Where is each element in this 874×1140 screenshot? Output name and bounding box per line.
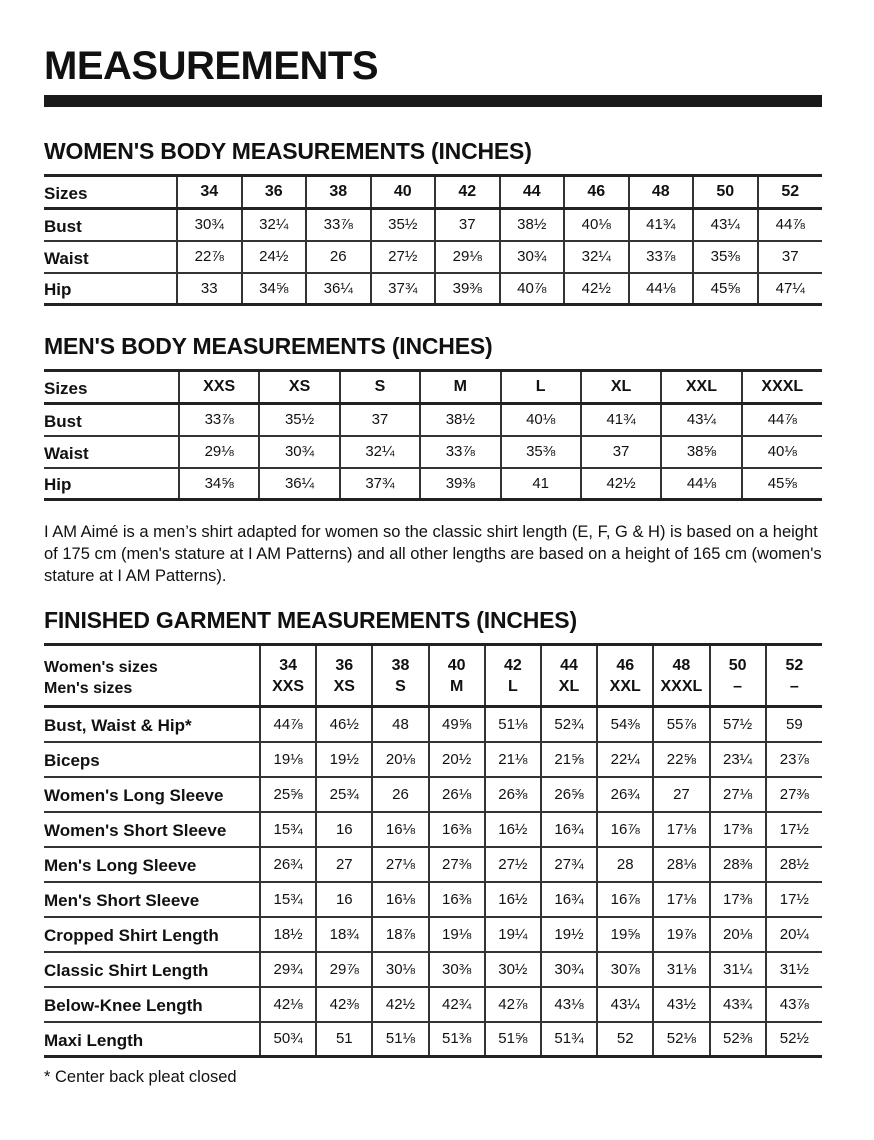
measurement-cell: 48 (372, 707, 428, 742)
measurement-cell: 41 (501, 468, 581, 500)
measurement-cell: 35⅜ (693, 241, 758, 273)
measurement-cell: 16⅛ (372, 882, 428, 917)
measurement-cell: 42⅛ (260, 987, 316, 1022)
measurement-cell: 26 (372, 777, 428, 812)
measurement-cell: 29⅞ (316, 952, 372, 987)
measurement-cell: 25¾ (316, 777, 372, 812)
mens-size: M (449, 677, 464, 695)
measurement-cell: 40⅛ (564, 209, 629, 241)
measurement-cell: 20⅛ (710, 917, 766, 952)
measurement-cell: 55⅞ (653, 707, 709, 742)
measurement-cell: 40⅛ (742, 436, 822, 468)
size-header (485, 645, 541, 707)
measurement-cell: 28½ (766, 847, 822, 882)
measurement-cell: 16 (316, 882, 372, 917)
measurement-cell: 23¼ (710, 742, 766, 777)
page-title: MEASUREMENTS (44, 44, 379, 88)
measurement-cell: 27⅛ (710, 777, 766, 812)
measurement-cell: 18¾ (316, 917, 372, 952)
measurement-cell: 30⅞ (597, 952, 653, 987)
measurement-cell: 28⅜ (710, 847, 766, 882)
measurement-cell: 32¼ (564, 241, 629, 273)
measurement-cell: 19¼ (485, 917, 541, 952)
measurement-cell: 42½ (372, 987, 428, 1022)
table-row (44, 742, 822, 777)
measurement-cell: 16¾ (541, 812, 597, 847)
title-rule (44, 95, 822, 107)
row-label: Waist (44, 241, 177, 273)
measurement-cell: 37 (340, 404, 420, 436)
size-header: XS (259, 371, 339, 404)
size-header: XXS (179, 371, 259, 404)
measurement-cell: 30¾ (500, 241, 565, 273)
row-label: Men's Short Sleeve (44, 882, 260, 917)
measurement-cell: 42½ (581, 468, 661, 500)
size-system-labels (44, 645, 260, 707)
measurement-cell: 52⅜ (710, 1022, 766, 1057)
measurement-cell: 37¾ (340, 468, 420, 500)
measurement-cell: 44⅞ (742, 404, 822, 436)
mens-size: – (789, 677, 799, 695)
table-row (44, 273, 822, 305)
table-row (44, 777, 822, 812)
size-header (541, 645, 597, 707)
size-header: 52 (758, 176, 823, 209)
measurement-cell: 33⅞ (629, 241, 694, 273)
measurement-cell: 16¾ (541, 882, 597, 917)
womens-size: 46 (616, 656, 635, 674)
mens-size: XXXL (660, 677, 703, 695)
measurement-cell: 54⅜ (597, 707, 653, 742)
sizes-label: Sizes (44, 371, 179, 404)
measurement-cell: 59 (766, 707, 822, 742)
womens-size: 34 (279, 656, 297, 674)
row-label: Below-Knee Length (44, 987, 260, 1022)
measurement-cell: 51 (316, 1022, 372, 1057)
measurement-cell: 19⅞ (653, 917, 709, 952)
size-header (316, 645, 372, 707)
row-label: Classic Shirt Length (44, 952, 260, 987)
measurement-cell: 30¾ (259, 436, 339, 468)
mens-size: XS (333, 677, 355, 695)
measurement-cell: 43¼ (661, 404, 741, 436)
size-header: XL (581, 371, 661, 404)
measurement-cell: 52⅛ (653, 1022, 709, 1057)
measurement-cell: 26⅝ (541, 777, 597, 812)
size-header (260, 645, 316, 707)
measurement-cell: 35⅜ (501, 436, 581, 468)
womens-size: 40 (447, 656, 466, 674)
measurement-cell: 26⅛ (429, 777, 485, 812)
measurement-cell: 17⅜ (710, 812, 766, 847)
size-header: XXXL (742, 371, 822, 404)
measurement-cell: 35½ (259, 404, 339, 436)
measurement-cell: 31¼ (710, 952, 766, 987)
size-header (429, 645, 485, 707)
size-header: 36 (242, 176, 307, 209)
size-header: L (501, 371, 581, 404)
measurement-cell: 43⅞ (766, 987, 822, 1022)
measurement-cell: 36¼ (306, 273, 371, 305)
measurement-cell: 30⅛ (372, 952, 428, 987)
measurement-cell: 16½ (485, 812, 541, 847)
measurement-cell: 30½ (485, 952, 541, 987)
measurement-cell: 17⅛ (653, 882, 709, 917)
mens-size: XXS (272, 677, 305, 695)
measurement-cell: 44⅛ (661, 468, 741, 500)
mens-size: – (733, 677, 743, 695)
measurement-cell: 49⅝ (429, 707, 485, 742)
measurement-cell: 16⅞ (597, 812, 653, 847)
womens-measurements-table (44, 174, 822, 306)
measurement-cell: 19⅛ (429, 917, 485, 952)
measurement-cell: 32¼ (340, 436, 420, 468)
size-header: 48 (629, 176, 694, 209)
measurement-cell: 20¼ (766, 917, 822, 952)
measurement-cell: 20½ (429, 742, 485, 777)
measurement-cell: 42¾ (429, 987, 485, 1022)
measurement-cell: 31⅛ (653, 952, 709, 987)
measurement-cell: 23⅞ (766, 742, 822, 777)
measurement-cell: 37 (758, 241, 823, 273)
measurement-cell: 38½ (420, 404, 500, 436)
measurement-cell: 16 (316, 812, 372, 847)
measurement-cell: 43⅛ (541, 987, 597, 1022)
measurement-cell: 22¼ (597, 742, 653, 777)
measurement-cell: 29⅛ (435, 241, 500, 273)
measurement-cell: 50¾ (260, 1022, 316, 1057)
measurement-cell: 21⅛ (485, 742, 541, 777)
measurement-cell: 43¼ (597, 987, 653, 1022)
measurement-cell: 24½ (242, 241, 307, 273)
measurement-cell: 27⅜ (766, 777, 822, 812)
finished-garment-table (44, 643, 822, 1058)
row-label: Cropped Shirt Length (44, 917, 260, 952)
measurement-cell: 40⅛ (501, 404, 581, 436)
size-header (597, 645, 653, 707)
table-row (44, 209, 822, 241)
mens-size: XXL (609, 677, 641, 695)
measurement-cell: 16⅛ (372, 812, 428, 847)
measurement-cell: 18⅞ (372, 917, 428, 952)
measurement-cell: 34⅝ (179, 468, 259, 500)
measurement-cell: 38⅝ (661, 436, 741, 468)
table-row (44, 952, 822, 987)
size-header: XXL (661, 371, 741, 404)
measurement-cell: 22⅝ (653, 742, 709, 777)
table-row (44, 241, 822, 273)
table-row (44, 707, 822, 742)
size-header: S (340, 371, 420, 404)
measurement-cell: 30⅜ (429, 952, 485, 987)
measurement-cell: 51⅛ (485, 707, 541, 742)
measurement-cell: 27⅜ (429, 847, 485, 882)
measurement-cell: 31½ (766, 952, 822, 987)
row-label: Men's Long Sleeve (44, 847, 260, 882)
size-header: 44 (500, 176, 565, 209)
measurement-cell: 42½ (564, 273, 629, 305)
row-label: Waist (44, 436, 179, 468)
measurement-cell: 27¾ (541, 847, 597, 882)
measurement-cell: 36¼ (259, 468, 339, 500)
size-header: 40 (371, 176, 436, 209)
row-label: Bust (44, 404, 179, 436)
measurement-cell: 27 (653, 777, 709, 812)
measurement-cell: 51⅛ (372, 1022, 428, 1057)
measurement-cell: 57½ (710, 707, 766, 742)
measurement-cell: 51⅜ (429, 1022, 485, 1057)
measurement-cell: 30¾ (177, 209, 242, 241)
measurement-cell: 15¾ (260, 882, 316, 917)
womens-size: 42 (503, 656, 522, 674)
table-row (44, 847, 822, 882)
measurement-cell: 17⅛ (653, 812, 709, 847)
mens-size: S (395, 677, 406, 695)
size-header: 50 (693, 176, 758, 209)
size-header: 38 (306, 176, 371, 209)
size-header (710, 645, 766, 707)
measurement-cell: 28 (597, 847, 653, 882)
measurement-cell: 29¾ (260, 952, 316, 987)
measurement-cell: 16⅜ (429, 882, 485, 917)
table-header-row (44, 371, 822, 404)
measurement-cell: 26⅜ (485, 777, 541, 812)
measurement-cell: 25⅝ (260, 777, 316, 812)
mens-section-title: MEN'S BODY MEASUREMENTS (INCHES) (44, 333, 493, 359)
measurement-cell: 27½ (485, 847, 541, 882)
measurement-cell: 26¾ (260, 847, 316, 882)
measurement-cell: 41¾ (581, 404, 661, 436)
measurement-cell: 17½ (766, 882, 822, 917)
measurement-cell: 19⅝ (597, 917, 653, 952)
measurement-cell: 27½ (371, 241, 436, 273)
table-row (44, 404, 822, 436)
measurement-cell: 43¼ (693, 209, 758, 241)
measurement-cell: 27⅛ (372, 847, 428, 882)
measurement-cell: 20⅛ (372, 742, 428, 777)
measurement-cell: 52¾ (541, 707, 597, 742)
womens-size: 38 (391, 656, 410, 674)
measurement-cell: 40⅞ (500, 273, 565, 305)
table-row (44, 987, 822, 1022)
measurement-cell: 46½ (316, 707, 372, 742)
size-header: M (420, 371, 500, 404)
table-header-row (44, 176, 822, 209)
size-header (653, 645, 709, 707)
measurement-cell: 35½ (371, 209, 436, 241)
womens-size: 48 (672, 656, 691, 674)
mens-measurements-table (44, 369, 822, 501)
measurement-cell: 51⅝ (485, 1022, 541, 1057)
measurement-cell: 43½ (653, 987, 709, 1022)
measurement-cell: 16⅜ (429, 812, 485, 847)
measurement-cell: 17⅜ (710, 882, 766, 917)
measurement-cell: 39⅜ (420, 468, 500, 500)
measurement-cell: 44⅛ (629, 273, 694, 305)
measurement-cell: 16½ (485, 882, 541, 917)
measurement-cell: 26 (306, 241, 371, 273)
measurement-cell: 21⅝ (541, 742, 597, 777)
measurement-cell: 33⅞ (306, 209, 371, 241)
measurement-cell: 52 (597, 1022, 653, 1057)
table-header-row (44, 645, 822, 707)
row-label: Women's Long Sleeve (44, 777, 260, 812)
measurement-cell: 51¾ (541, 1022, 597, 1057)
mens-size: L (507, 677, 518, 695)
row-label: Bust, Waist & Hip* (44, 707, 260, 742)
measurement-cell: 33⅞ (420, 436, 500, 468)
womens-size: 50 (728, 656, 747, 674)
size-header: 46 (564, 176, 629, 209)
measurement-cell: 19⅛ (260, 742, 316, 777)
table-row (44, 882, 822, 917)
measurement-cell: 33⅞ (179, 404, 259, 436)
sizing-note: I AM Aimé is a men’s shirt adapted for women so the classic shirt length (E, F, G & H) is based on a height of 175 cm (men's stature at I AM Patterns) and all other lengths are based on a height of 165 cm (women's stature at I AM Patterns). (44, 523, 822, 585)
mens-sizes-label: Men's sizes (44, 679, 133, 697)
womens-section-title: WOMEN'S BODY MEASUREMENTS (INCHES) (44, 138, 532, 164)
measurement-cell: 37 (435, 209, 500, 241)
measurement-cell: 47¼ (758, 273, 823, 305)
footnote: * Center back pleat closed (44, 1068, 237, 1086)
row-label: Maxi Length (44, 1022, 260, 1057)
womens-size: 52 (785, 656, 804, 674)
measurement-cell: 29⅛ (179, 436, 259, 468)
measurement-cell: 28⅛ (653, 847, 709, 882)
womens-size: 36 (335, 656, 354, 674)
measurement-cell: 30¾ (541, 952, 597, 987)
measurement-cell: 45⅝ (693, 273, 758, 305)
table-row (44, 468, 822, 500)
measurement-cell: 52½ (766, 1022, 822, 1057)
measurement-cell: 41¾ (629, 209, 694, 241)
table-row (44, 1022, 822, 1057)
measurement-cell: 32¼ (242, 209, 307, 241)
size-header (372, 645, 428, 707)
measurement-cell: 34⅝ (242, 273, 307, 305)
row-label: Hip (44, 273, 177, 305)
row-label: Biceps (44, 742, 260, 777)
measurement-cell: 37 (581, 436, 661, 468)
sizes-label: Sizes (44, 176, 177, 209)
measurement-cell: 17½ (766, 812, 822, 847)
size-header: 42 (435, 176, 500, 209)
size-header: 34 (177, 176, 242, 209)
womens-sizes-label: Women's sizes (44, 658, 158, 676)
measurement-cell: 18½ (260, 917, 316, 952)
measurement-cell: 33 (177, 273, 242, 305)
measurement-cell: 44⅞ (260, 707, 316, 742)
mens-size: XL (558, 677, 580, 695)
measurement-cell: 15¾ (260, 812, 316, 847)
measurement-cell: 38½ (500, 209, 565, 241)
measurement-cell: 19½ (541, 917, 597, 952)
row-label: Women's Short Sleeve (44, 812, 260, 847)
measurement-cell: 26¾ (597, 777, 653, 812)
table-row (44, 812, 822, 847)
table-row (44, 917, 822, 952)
size-header (766, 645, 822, 707)
measurement-cell: 42⅜ (316, 987, 372, 1022)
measurement-cell: 22⅞ (177, 241, 242, 273)
row-label: Hip (44, 468, 179, 500)
measurement-cell: 16⅞ (597, 882, 653, 917)
measurement-cell: 44⅞ (758, 209, 823, 241)
measurement-cell: 43¾ (710, 987, 766, 1022)
measurement-cell: 19½ (316, 742, 372, 777)
measurement-cell: 42⅞ (485, 987, 541, 1022)
measurement-cell: 45⅝ (742, 468, 822, 500)
measurement-cell: 39⅜ (435, 273, 500, 305)
measurement-cell: 27 (316, 847, 372, 882)
womens-size: 44 (560, 656, 578, 674)
garment-section-title: FINISHED GARMENT MEASUREMENTS (INCHES) (44, 607, 577, 633)
row-label: Bust (44, 209, 177, 241)
measurement-cell: 37¾ (371, 273, 436, 305)
table-row (44, 436, 822, 468)
